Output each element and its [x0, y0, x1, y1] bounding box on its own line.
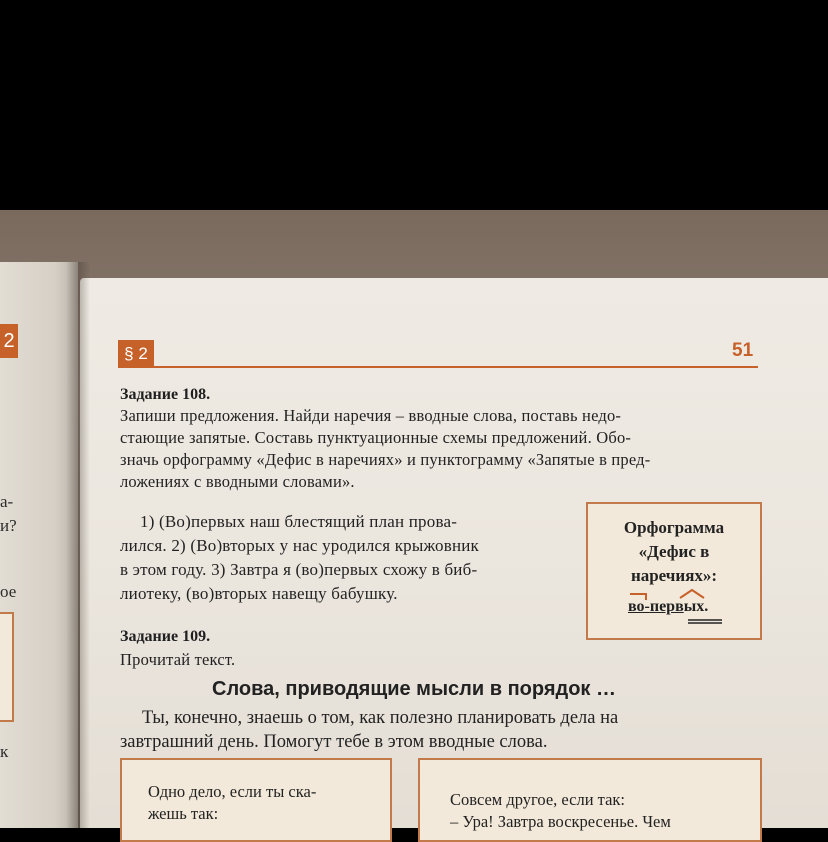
text-title: Слова, приводящие мысли в порядок … — [212, 678, 616, 700]
rule-example-root: перв — [649, 598, 684, 615]
card-line: – Ура! Завтра воскресенье. Чем — [450, 812, 671, 831]
task-108-title: Задание 108. — [120, 386, 211, 403]
section-badge: § 2 — [118, 340, 154, 368]
left-page-fragment: и? — [0, 516, 17, 535]
task-108-instruction-line: ложениях с вводными словами». — [120, 472, 355, 491]
book-fold — [66, 262, 90, 828]
orthogram-rule-box — [586, 502, 762, 640]
task-109-instruction: Прочитай текст. — [120, 650, 236, 669]
left-page-box — [0, 612, 14, 722]
example-card-left — [120, 758, 392, 842]
left-page-section-badge: 2 — [0, 324, 18, 358]
left-page-fragment: к — [0, 742, 9, 761]
task-108-instruction-line: значь орфограмму «Дефис в наречиях» и пунктограмму «Запятые в пред- — [120, 450, 651, 469]
example-card-right — [418, 758, 762, 842]
exercise-line: в этом году. 3) Завтра я (во)первых схожу в биб- — [120, 560, 478, 579]
left-page-fragment: а- — [0, 492, 14, 511]
card-line: Совсем другое, если так: — [450, 790, 626, 809]
rule-title-line: наречиях»: — [630, 566, 718, 585]
rule-example-suffix: ых. — [683, 598, 709, 615]
exercise-line: лиотеку, (во)вторых навещу бабушку. — [120, 584, 398, 603]
task-108-instruction-line: Запиши предложения. Найди наречия – вводные слова, поставь недо- — [120, 406, 622, 425]
left-page-fragment: ое — [0, 582, 17, 601]
card-line: Одно дело, если ты ска- — [148, 782, 317, 801]
task-109-title: Задание 109. — [120, 628, 211, 645]
task-108-instruction-line: стающие запятые. Составь пунктуационные схемы предложений. Обо- — [120, 428, 632, 447]
exercise-line: 1) (Во)первых наш блестящий план прова- — [140, 512, 458, 531]
page-number: 51 — [732, 340, 754, 361]
rule-example-prefix: во- — [628, 598, 650, 615]
exercise-line: лился. 2) (Во)вторых у нас уродился крыжовник — [120, 536, 480, 555]
rule-title-line: «Дефис в — [638, 542, 710, 561]
rule-example — [628, 598, 708, 616]
card-line: жешь так: — [148, 804, 219, 823]
text-line: завтрашний день. Помогут тебе в этом вводные слова. — [120, 732, 548, 752]
header-rule — [118, 366, 758, 368]
text-line: Ты, конечно, знаешь о том, как полезно планировать дела на — [142, 708, 619, 728]
rule-title-line: Орфограмма — [623, 518, 725, 537]
